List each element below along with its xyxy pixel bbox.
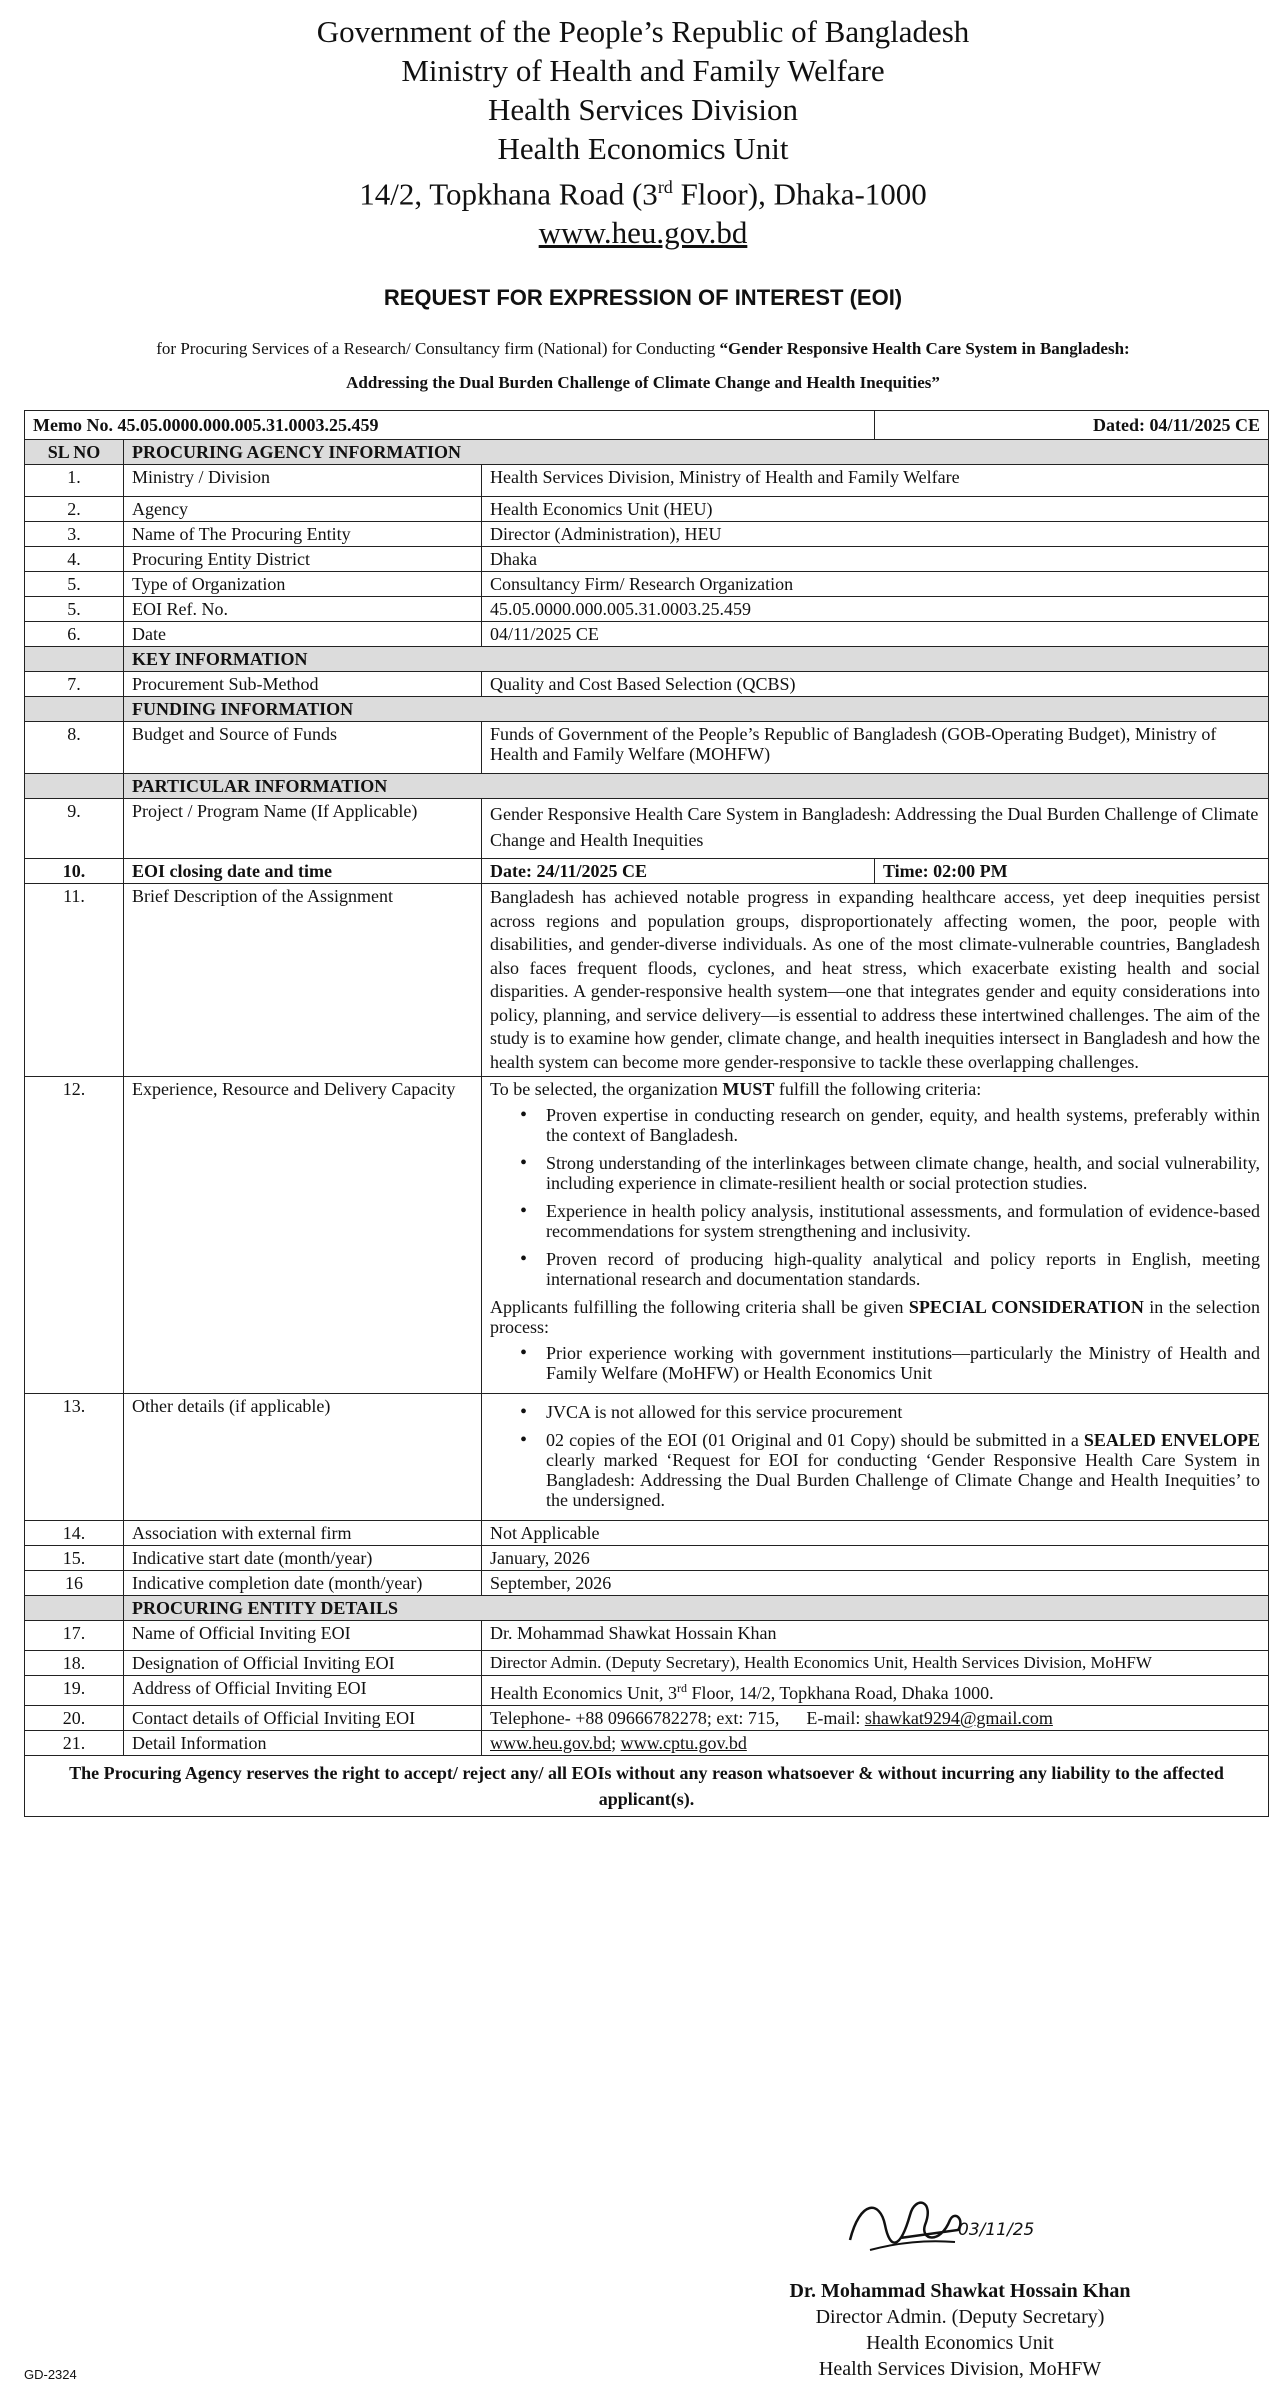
row-sl: 18. <box>25 1651 124 1676</box>
list-item: • Experience in health policy analysis, institutional assessments, and formulation of evidence-based recommendations for system strengthening and inclusivity. <box>490 1201 1260 1241</box>
row-label: Name of Official Inviting EOI <box>124 1621 482 1651</box>
row-label: Procuring Entity District <box>124 547 482 572</box>
table-row <box>25 1706 1269 1731</box>
row-sl: 11. <box>25 884 124 1077</box>
letterhead <box>0 12 1286 252</box>
row-value: www.heu.gov.bd; www.cptu.gov.bd <box>482 1731 1269 1756</box>
row-label: Address of Official Inviting EOI <box>124 1676 482 1706</box>
section-particular-information: PARTICULAR INFORMATION <box>124 774 1269 799</box>
subtitle-bold-2: Addressing the Dual Burden Challenge of Climate Change and Health Inequities” <box>346 373 940 392</box>
other-details-list <box>490 1402 1260 1510</box>
row-sl: 15. <box>25 1546 124 1571</box>
row-label: Type of Organization <box>124 572 482 597</box>
contact-phone: Telephone- +88 09666782278; ext: 715, <box>490 1708 780 1728</box>
header-division: Health Services Division <box>488 92 798 127</box>
table-row <box>25 722 1269 774</box>
row-value: Health Economics Unit, 3rd Floor, 14/2, Topkhana Road, Dhaka 1000. <box>482 1676 1269 1706</box>
signature-date: 03/11/25 <box>958 2220 1035 2240</box>
criteria-list <box>490 1105 1260 1289</box>
row-label: Brief Description of the Assignment <box>124 884 482 1077</box>
row-sl: 19. <box>25 1676 124 1706</box>
criteria-intro: To be selected, the organization MUST fulfill the following criteria: <box>490 1079 982 1099</box>
cptu-website-link[interactable]: www.cptu.gov.bd <box>620 1733 747 1753</box>
subtitle-bold-1: “Gender Responsive Health Care System in Bangladesh: <box>719 339 1130 358</box>
contact-email-label: E-mail: <box>806 1708 861 1728</box>
contact-email-link[interactable]: shawkat9294@gmail.com <box>864 1708 1053 1728</box>
row-label: Date <box>124 622 482 647</box>
list-item: • 02 copies of the EOI (01 Original and 01 Copy) should be submitted in a SEALED ENVELOPE clearly marked ‘Request for EOI for conducting ‘Gender Responsive Health Care System in Bangladesh: Addressing the Dual Burden Challenge of Climate Change and Health Inequities’ to the undersigned. <box>490 1430 1260 1510</box>
row-sl: 5. <box>25 597 124 622</box>
section-procuring-entity-details: PROCURING ENTITY DETAILS <box>124 1596 1269 1621</box>
memo-number: Memo No. 45.05.0000.000.005.31.0003.25.459 <box>25 411 875 440</box>
signer-division: Health Services Division, MoHFW <box>818 2358 1102 2380</box>
row-sl: 3. <box>25 522 124 547</box>
section-row <box>25 647 1269 672</box>
section-row <box>25 1596 1269 1621</box>
special-list <box>490 1343 1260 1383</box>
row-sl: 16 <box>25 1571 124 1596</box>
heu-website-link[interactable]: www.heu.gov.bd <box>490 1733 612 1753</box>
row-value: 04/11/2025 CE <box>482 622 1269 647</box>
col-sl-header: SL NO <box>25 440 124 465</box>
eoi-table <box>24 410 1269 1817</box>
header-government: Government of the People’s Republic of Bangladesh <box>316 14 970 49</box>
header-unit: Health Economics Unit <box>497 131 789 166</box>
list-item: • Proven record of producing high-quality analytical and policy reports in English, meeting international research and documentation standards. <box>490 1249 1260 1289</box>
table-row <box>25 799 1269 859</box>
table-row <box>25 1521 1269 1546</box>
header-website-link[interactable]: www.heu.gov.bd <box>538 215 748 251</box>
row-sl: 21. <box>25 1731 124 1756</box>
row-sl: 7. <box>25 672 124 697</box>
row-label: Ministry / Division <box>124 465 482 497</box>
table-row <box>25 597 1269 622</box>
row-sl: 13. <box>25 1394 124 1521</box>
row-label: Other details (if applicable) <box>124 1394 482 1521</box>
row-sl: 1. <box>25 465 124 497</box>
row-sl: 6. <box>25 622 124 647</box>
row-sl: 9. <box>25 799 124 859</box>
table-row <box>25 547 1269 572</box>
memo-dated: Dated: 04/11/2025 CE <box>875 411 1269 440</box>
table-row <box>25 884 1269 1077</box>
document-subtitle <box>20 332 1266 400</box>
row-sl: 17. <box>25 1621 124 1651</box>
row-label: Association with external firm <box>124 1521 482 1546</box>
table-row <box>25 672 1269 697</box>
subtitle-prefix: for Procuring Services of a Research/ Consultancy firm (National) for Conducting <box>156 339 720 358</box>
list-item: • Proven expertise in conducting research on gender, equity, and health systems, preferably within the context of Bangladesh. <box>490 1105 1260 1145</box>
row-value: Director Admin. (Deputy Secretary), Health Economics Unit, Health Services Division, MoHFW <box>482 1651 1269 1676</box>
row-sl: 14. <box>25 1521 124 1546</box>
signer-name: Dr. Mohammad Shawkat Hossain Khan <box>789 2280 1131 2302</box>
row-label: Project / Program Name (If Applicable) <box>124 799 482 859</box>
address-sup: rd <box>657 177 673 197</box>
row-value: January, 2026 <box>482 1546 1269 1571</box>
table-row <box>25 1394 1269 1521</box>
row-value: September, 2026 <box>482 1571 1269 1596</box>
row-sl: 5. <box>25 572 124 597</box>
row-value: Health Services Division, Ministry of Health and Family Welfare <box>482 465 1269 497</box>
row-sl: 8. <box>25 722 124 774</box>
assignment-description: Bangladesh has achieved notable progress in expanding healthcare access, yet deep inequities persist across regions and population groups, disproportionately affecting women, the poor, people with disabilities, and gender-diverse individuals. As one of the most climate-vulnerable countries, Bangladesh also faces frequent floods, cyclones, and heat stress, which exacerbate existing health and social disparities. A gender-responsive health system—one that integrates gender and equity considerations into policy, planning, and service delivery—is essential to address these intertwined challenges. The aim of the study is to examine how gender, climate change, and health inequities intersect in Bangladesh and how the health system can become more gender-responsive to tackle these overlapping challenges. <box>482 884 1269 1077</box>
other-details-cell <box>482 1394 1269 1521</box>
row-sl: 4. <box>25 547 124 572</box>
special-consideration: Applicants fulfilling the following criteria shall be given SPECIAL CONSIDERATION in the selection process: <box>490 1297 1260 1337</box>
list-item: • Strong understanding of the interlinkages between climate change, health, and social vulnerability, including experience in climate-resilient health or social protection studies. <box>490 1153 1260 1193</box>
table-row <box>25 497 1269 522</box>
row-value: Not Applicable <box>482 1521 1269 1546</box>
row-sl: 20. <box>25 1706 124 1731</box>
row-label: Budget and Source of Funds <box>124 722 482 774</box>
header-address <box>0 168 1286 213</box>
row-sl: 12. <box>25 1077 124 1394</box>
row-label: Experience, Resource and Delivery Capacity <box>124 1077 482 1394</box>
reservation-note: The Procuring Agency reserves the right to accept/ reject any/ all EOIs without any reason whatsoever & without incurring any liability to the affected applicant(s). <box>25 1756 1269 1817</box>
row-label: EOI closing date and time <box>124 859 482 884</box>
section-header-row <box>25 440 1269 465</box>
section-procuring-agency: PROCURING AGENCY INFORMATION <box>124 440 1269 465</box>
row-label: Designation of Official Inviting EOI <box>124 1651 482 1676</box>
list-item: • JVCA is not allowed for this service procurement <box>490 1402 1260 1422</box>
row-label: Procurement Sub-Method <box>124 672 482 697</box>
form-code: GD-2324 <box>24 2367 77 2382</box>
row-label: Agency <box>124 497 482 522</box>
criteria-cell <box>482 1077 1269 1394</box>
header-ministry: Ministry of Health and Family Welfare <box>401 53 885 88</box>
row-value: 45.05.0000.000.005.31.0003.25.459 <box>482 597 1269 622</box>
signature-block <box>700 2278 1220 2382</box>
table-row <box>25 1651 1269 1676</box>
closing-date: Date: 24/11/2025 CE <box>482 859 875 884</box>
document-title: REQUEST FOR EXPRESSION OF INTEREST (EOI) <box>383 285 903 310</box>
signer-unit: Health Economics Unit <box>866 2332 1054 2354</box>
row-value: Consultancy Firm/ Research Organization <box>482 572 1269 597</box>
row-value <box>482 1706 1269 1731</box>
footer-row <box>25 1756 1269 1817</box>
table-row-closing <box>25 859 1269 884</box>
row-value: Quality and Cost Based Selection (QCBS) <box>482 672 1269 697</box>
section-row <box>25 697 1269 722</box>
row-sl: 2. <box>25 497 124 522</box>
closing-time: Time: 02:00 PM <box>875 859 1269 884</box>
table-row <box>25 1077 1269 1394</box>
table-row <box>25 1731 1269 1756</box>
row-sl: 10. <box>25 859 124 884</box>
row-label: Detail Information <box>124 1731 482 1756</box>
row-label: Name of The Procuring Entity <box>124 522 482 547</box>
row-label: Contact details of Official Inviting EOI <box>124 1706 482 1731</box>
table-row <box>25 1546 1269 1571</box>
table-row <box>25 522 1269 547</box>
address-pre: 14/2, Topkhana Road (3 <box>359 176 658 212</box>
table-row <box>25 572 1269 597</box>
row-value: Director (Administration), HEU <box>482 522 1269 547</box>
table-row <box>25 1621 1269 1651</box>
signature-icon <box>840 2180 1040 2270</box>
row-label: Indicative completion date (month/year) <box>124 1571 482 1596</box>
row-value: Funds of Government of the People’s Republic of Bangladesh (GOB-Operating Budget), Ministry of Health and Family Welfare (MOHFW) <box>482 722 1269 774</box>
row-label: EOI Ref. No. <box>124 597 482 622</box>
table-row <box>25 1676 1269 1706</box>
address-post: Floor), Dhaka-1000 <box>672 176 927 212</box>
list-item: • Prior experience working with government institutions—particularly the Ministry of Health and Family Welfare (MoHFW) or Health Economics Unit <box>490 1343 1260 1383</box>
table-row <box>25 1571 1269 1596</box>
section-key-information: KEY INFORMATION <box>124 647 1269 672</box>
row-label: Indicative start date (month/year) <box>124 1546 482 1571</box>
section-row <box>25 774 1269 799</box>
signer-designation: Director Admin. (Deputy Secretary) <box>815 2306 1105 2328</box>
row-value: Dhaka <box>482 547 1269 572</box>
memo-row <box>25 411 1269 440</box>
row-value: Gender Responsive Health Care System in Bangladesh: Addressing the Dual Burden Challenge of Climate Change and Health Inequities <box>482 799 1269 859</box>
section-funding-information: FUNDING INFORMATION <box>124 697 1269 722</box>
row-value: Health Economics Unit (HEU) <box>482 497 1269 522</box>
table-row <box>25 465 1269 497</box>
table-row <box>25 622 1269 647</box>
row-value: Dr. Mohammad Shawkat Hossain Khan <box>482 1621 1269 1651</box>
